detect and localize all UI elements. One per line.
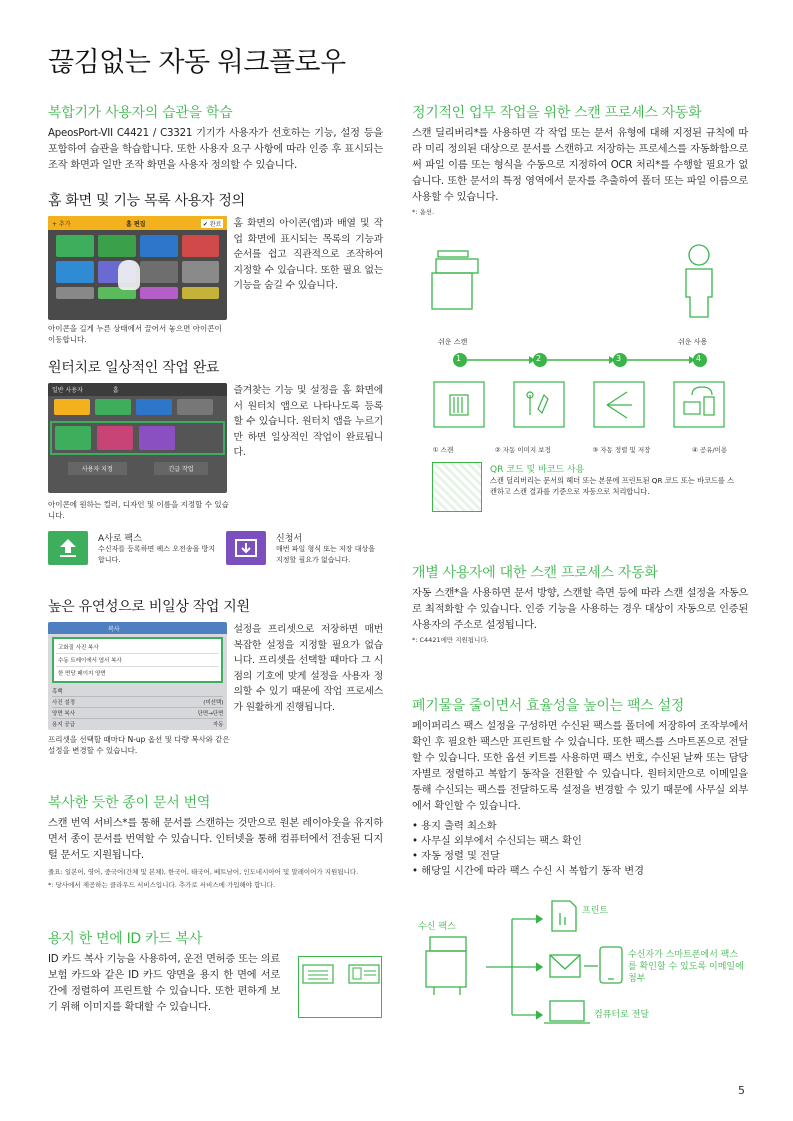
step-number: 2 bbox=[536, 354, 542, 363]
screen-user: 일반 사용자 bbox=[52, 387, 83, 394]
tile-scan-app bbox=[139, 426, 175, 450]
row-label: 사진 설정 bbox=[52, 700, 76, 706]
translate-body: 스캔 번역 서비스*를 통해 문서를 스캔하는 것만으로 원본 레이아웃을 유지하면서 종이 문서를 번역할 수 있습니다. 인터넷을 통해 컴퓨터에서 전송된 디지털 문서도 지원됩니다. bbox=[48, 818, 383, 861]
page-number: 5 bbox=[738, 1084, 745, 1097]
preset-item: 고화질 사진 복사 bbox=[56, 641, 219, 654]
correction-step-icon bbox=[514, 382, 564, 427]
step-label-sort: ③ 자동 정렬 및 저장 bbox=[592, 446, 651, 454]
app-form-icon bbox=[226, 531, 266, 565]
app-fax-desc: 수신자를 등록하면 팩스 오전송을 방지합니다. bbox=[98, 545, 216, 564]
onetouch-screenshot bbox=[48, 383, 227, 493]
document-icon bbox=[552, 901, 576, 931]
step-label-share: ④ 공유/이용 bbox=[692, 446, 728, 454]
fax-bullet: • 용지 출력 최소화 bbox=[412, 819, 748, 834]
habit-section bbox=[48, 102, 383, 174]
copier-icon bbox=[432, 251, 478, 309]
fax-bullet-list bbox=[412, 819, 748, 879]
row-value: 단면→단면 bbox=[197, 711, 224, 717]
row-label: 용지 공급 bbox=[52, 722, 76, 728]
translate-title: 복사한 듯한 종이 문서 번역 bbox=[48, 795, 211, 811]
user-scan-section bbox=[412, 562, 748, 645]
scan-auto-note: *: 옵션. bbox=[412, 208, 435, 216]
tile-fax-company bbox=[55, 426, 91, 450]
idcard-section bbox=[48, 928, 383, 1018]
fax-bullet: • 사무실 외부에서 수신되는 팩스 확인 bbox=[412, 834, 748, 849]
home-section bbox=[48, 190, 383, 345]
idcard-illustration bbox=[298, 956, 382, 1018]
tile-12 bbox=[182, 287, 220, 299]
fax-title: 폐기물을 줄이면서 효율성을 높이는 팩스 설정 bbox=[412, 698, 685, 714]
tile-ic-id bbox=[136, 399, 172, 415]
step-label-correction: ② 자동 이미지 보정 bbox=[494, 446, 551, 454]
fax-machine-icon bbox=[426, 937, 466, 995]
qr-desc: 스캔 딜리버리는 문서의 헤더 또는 본문에 프린트된 QR 코드 또는 바코드를 스캔하고 스캔 결과를 기준으로 자동으로 처리합니다. bbox=[490, 476, 735, 496]
person-icon bbox=[686, 245, 712, 317]
qr-title: QR 코드 및 바코드 사용 bbox=[490, 465, 585, 475]
tile-copy bbox=[56, 235, 94, 257]
home-desc: 홈 화면의 아이콘(앱)과 배열 및 작업 화면에 표시되는 목록의 기능과 순서를 쉽고 직관적으로 조작하여 지정할 수 있습니다. 또한 필요 없는 기능을 숨길 수 있습니다. bbox=[233, 218, 383, 291]
home-edit-screenshot bbox=[48, 216, 227, 320]
tile-scan bbox=[140, 235, 178, 257]
screen-home: 홈 bbox=[112, 387, 119, 394]
row-value: (미선택) bbox=[203, 700, 224, 706]
tile-green bbox=[95, 399, 131, 415]
print-label: 프린트 bbox=[582, 906, 609, 916]
tile-9 bbox=[56, 287, 94, 299]
scan-auto-title: 정기적인 업무 작업을 위한 스캔 프로세스 자동화 bbox=[412, 105, 702, 121]
user-scan-body: 자동 스캔*을 사용하면 문서 방향, 스캔할 측면 등에 따라 스캔 설정을 자동으로 최적화할 수 있습니다. 인증 기능을 사용하는 경우 대상이 자동으로 인증된 사용자의 주소로 설정됩니다. bbox=[412, 588, 748, 631]
laptop-icon bbox=[544, 1001, 590, 1023]
translate-note-2: *: 당사에서 제공하는 클라우드 서비스입니다. 추가로 서비스에 가입해야 합니다. bbox=[48, 881, 276, 889]
translate-section bbox=[48, 792, 383, 890]
share-step-icon bbox=[674, 382, 724, 427]
user-scan-title: 개별 사용자에 대한 스캔 프로세스 자동화 bbox=[412, 565, 658, 581]
home-title: 홈 화면 및 기능 목록 사용자 정의 bbox=[48, 193, 245, 209]
hand-icon bbox=[118, 260, 140, 290]
smartphone-icon bbox=[600, 947, 622, 983]
fax-bullet: • 자동 정렬 및 전달 bbox=[412, 849, 748, 864]
step-number: 1 bbox=[456, 354, 462, 363]
tile-11 bbox=[140, 287, 178, 299]
screen-tab: 복사 bbox=[48, 622, 227, 634]
fax-section bbox=[412, 695, 748, 1027]
easy-use-label: 쉬운 사용 bbox=[678, 338, 708, 346]
tile-ic-card bbox=[54, 399, 90, 415]
translate-note-1: 줄요: 일본어, 영어, 중국어(간체 및 본체), 한국어, 태국어, 베트남어, 인도네시아어 및 말레이어가 지원됩니다. bbox=[48, 868, 359, 876]
scan-workflow-diagram bbox=[412, 237, 748, 437]
fax-body: 페이퍼리스 팩스 설정을 구성하면 수신된 팩스를 폴더에 저장하여 조작부에서 확인 후 필요한 팩스만 프린트할 수 있습니다. 또한 팩스를 스마트폰으로 전달할 수 있습니다. 또한 옵션 키트를 사용하면 팩스 번호, 수신된 날짜 또는 담당자별로 정렬하고 복합기 동작을 전환할 수 있습니다. 원터치만으로 이메일을 통해 수신되는 팩스를 전달하도록 설정을 변경할 수 있기 때문에 사무실 외부에서 확인할 수 있습니다. bbox=[412, 721, 748, 812]
flex-section bbox=[48, 596, 383, 756]
tile-blank bbox=[98, 235, 136, 257]
flex-title: 높은 유연성으로 비일상 작업 지원 bbox=[48, 599, 250, 615]
tile-copy-conf bbox=[97, 426, 133, 450]
idcard-title: 용지 한 면에 ID 카드 복사 bbox=[48, 931, 203, 947]
scan-auto-body: 스캔 딜리버리*를 사용하면 각 작업 또는 문서 유형에 대해 지정된 규칙에 따라 미리 정의된 대상으로 문서를 스캔하고 저장하는 프로세스를 자동화함으로써 파일 이름 또는 형식을 수동으로 지정하여 OCR 처리*를 수행할 필요가 없습니다. 또한 문서의 특정 영역에서 문자를 추출하여 폴더 또는 파일 이름으로 사용할 수 있습니다. bbox=[412, 128, 748, 203]
left-column bbox=[48, 96, 383, 1018]
qr-code-icon bbox=[432, 462, 482, 512]
flex-caption: 프리셋을 선택할 때마다 N-up 옵션 및 다량 복사와 같은 설정을 변경할 수 있습니다. bbox=[48, 735, 230, 755]
tile-count bbox=[177, 399, 213, 415]
screen-add-button: + 추가 bbox=[52, 220, 71, 228]
habit-body: ApeosPort-VII C4421 / C3321 기기가 사용자가 선호하는 기능, 설정 등을 포함하여 습관을 학습합니다. 또한 사용자 요구 사항에 따라 인증 후 표시되는 조작 화면과 일반 조작 화면을 사용자 정의할 수 있습니다. bbox=[48, 128, 383, 171]
step-number: 4 bbox=[696, 354, 702, 363]
tile-address bbox=[182, 235, 220, 257]
right-column bbox=[412, 96, 748, 1027]
onetouch-title: 원터치로 일상적인 작업 완료 bbox=[48, 360, 220, 376]
flex-desc: 설정을 프리셋으로 저장하면 매번 복잡한 설정을 지정할 필요가 없습니다. 프리셋을 선택할 때마다 그 시점의 기호에 맞게 설정을 사용자 정의할 수 있기 때문에 작업 프로세스가 원활하게 진행됩니다. bbox=[233, 624, 383, 713]
preset-item: 수동 트레이에서 엽서 복사 bbox=[56, 654, 219, 667]
onetouch-caption: 아이콘에 원하는 컬러, 디자인 및 이름을 지정할 수 있습니다. bbox=[48, 500, 229, 520]
screen-done-button: ✔ 완료 bbox=[202, 220, 222, 228]
scan-auto-section bbox=[412, 102, 748, 512]
pc-label: 컴퓨터로 전달 bbox=[594, 1010, 650, 1020]
phone-label: 수신자가 스마트폰에서 팩스를 확인할 수 있도록 이메일에 첨부 bbox=[628, 950, 744, 984]
step-number: 3 bbox=[616, 354, 622, 363]
row-label: 흑백 bbox=[52, 689, 63, 695]
mail-icon bbox=[550, 955, 580, 977]
tile-cloud bbox=[56, 261, 94, 283]
app-form-title: 신청서 bbox=[276, 534, 303, 544]
habit-title: 복합기가 사용자의 습관을 학습 bbox=[48, 105, 233, 121]
onetouch-desc: 즐겨찾는 기능 및 설정을 홈 화면에서 원터치 앱으로 나타나도록 등록할 수 있습니다. 원터치 앱을 누르기만 하면 일상적인 작업이 완료됩니다. bbox=[233, 385, 383, 458]
easy-scan-label: 쉬운 스캔 bbox=[438, 338, 468, 346]
user-scan-note: *: C4421에만 지원됩니다. bbox=[412, 636, 489, 644]
row-value: 자동 bbox=[212, 722, 224, 728]
screen-urgent-button: 긴급 작업 bbox=[154, 462, 207, 475]
fax-diagram bbox=[412, 897, 748, 1027]
onetouch-section bbox=[48, 357, 383, 566]
received-fax-label: 수신 팩스 bbox=[418, 922, 456, 932]
preset-screenshot bbox=[48, 622, 227, 730]
app-form-desc: 매번 파일 형식 또는 저장 대상을 지정할 필요가 없습니다. bbox=[276, 545, 376, 564]
idcard-body: ID 카드 복사 기능을 사용하여, 운전 면허증 또는 의료 보험 카드와 같은 ID 카드 양면을 용지 한 면에 서로 간에 정렬하여 프린트할 수 있습니다. 또한 편하게 보기 위해 이미지를 확대할 수 있습니다. bbox=[48, 954, 280, 1013]
page-title: 끊김없는 자동 워크플로우 bbox=[48, 47, 346, 78]
step-label-scan: ① 스캔 bbox=[432, 446, 454, 454]
screen-header: 홈 편집 bbox=[125, 220, 146, 228]
tile-job bbox=[182, 261, 220, 283]
app-fax-title: A사로 팩스 bbox=[98, 534, 142, 544]
fax-bullet: • 해당일 시간에 따라 팩스 수신 시 복합기 동작 변경 bbox=[412, 864, 748, 879]
row-label: 양면 복사 bbox=[52, 711, 76, 717]
app-fax-icon bbox=[48, 531, 88, 565]
home-caption: 아이콘을 길게 누른 상태에서 끌어서 놓으면 아이콘이 이동합니다. bbox=[48, 324, 222, 344]
tile-admin bbox=[140, 261, 178, 283]
preset-item: 한 면당 페이지 양면 bbox=[58, 671, 106, 677]
screen-custom-button: 사용자 지정 bbox=[68, 462, 127, 475]
scan-step-icon bbox=[434, 382, 484, 427]
